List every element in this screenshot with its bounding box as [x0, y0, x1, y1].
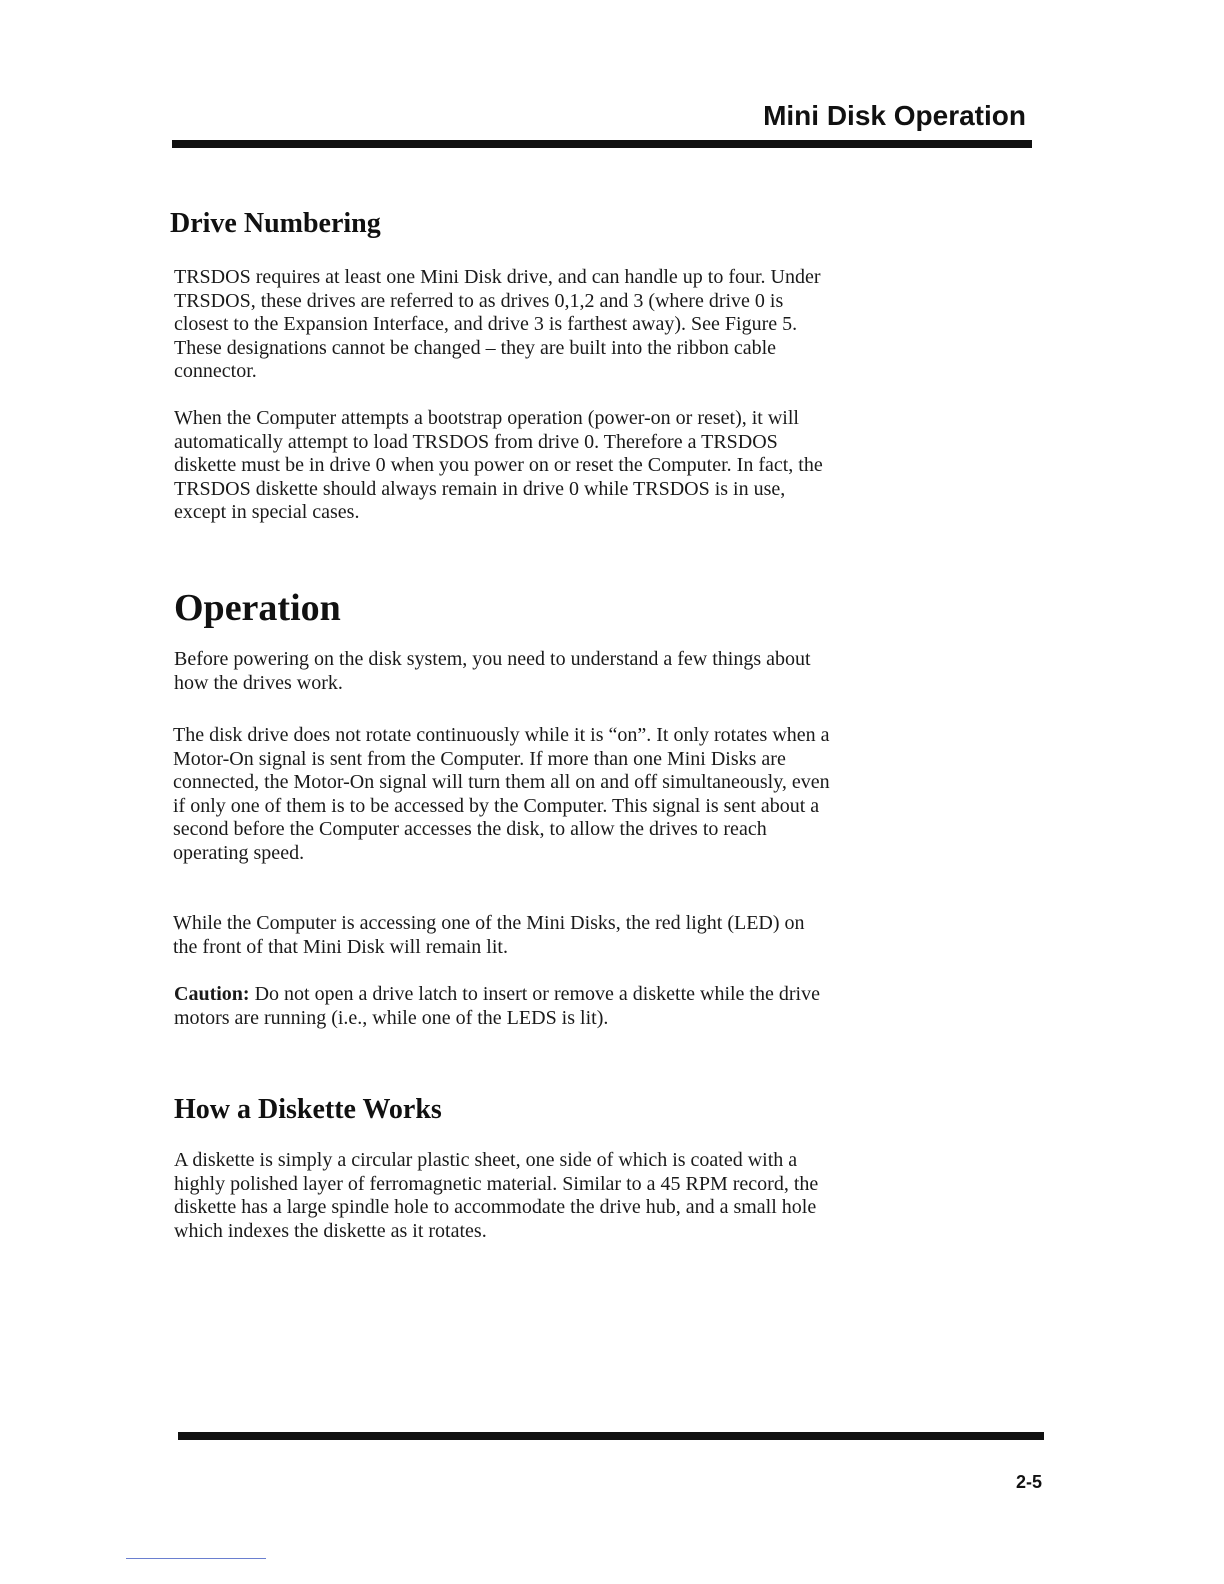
- drive-numbering-paragraph-1: TRSDOS requires at least one Mini Disk drive, and can handle up to four. Under TRSDOS, these drives are referred to as drives 0,1,2 and 3 (where drive 0 is closest to the Expansion Interface, and drive 3 is farthest away). See Figure 5. These designations cannot be changed – they are built into the ribbon cable connector.: [174, 266, 821, 383]
- drive-numbering-paragraph-2: When the Computer attempts a bootstrap operation (power-on or reset), it will automatically attempt to load TRSDOS from drive 0. Therefore a TRSDOS diskette must be in drive 0 when you power on or reset the Computer. In fact, the TRSDOS diskette should always remain in drive 0 while TRSDOS is in use, except in special cases.: [174, 407, 823, 524]
- how-diskette-works-paragraph-1: A diskette is simply a circular plastic sheet, one side of which is coated with a highly polished layer of ferromagnetic material. Similar to a 45 RPM record, the diskette has a large spindle hole to accommodate the drive hub, and a small hole which indexes the diskette as it rotates.: [174, 1149, 819, 1242]
- operation-paragraph-2: The disk drive does not rotate continuously while it is “on”. It only rotates when a Motor-On signal is sent from the Computer. If more than one Mini Disks are connected, the Motor-On signal will turn them all on and off simultaneously, even if only one of them is to be accessed by the Computer. This signal is sent about a second before the Computer accesses the disk, to allow the drives to reach operating speed.: [173, 724, 830, 864]
- operation-paragraph-3: While the Computer is accessing one of the Mini Disks, the red light (LED) on the front of that Mini Disk will remain lit.: [173, 912, 805, 958]
- heading-how-a-diskette-works: How a Diskette Works: [174, 1094, 442, 1125]
- page-number: 2-5: [1015, 1472, 1042, 1492]
- header-rule: [172, 140, 1032, 148]
- caution-label: Caution:: [174, 983, 250, 1005]
- footer-link-underline: [126, 1558, 266, 1559]
- operation-paragraph-1: Before powering on the disk system, you need to understand a few things about how the drives work.: [174, 648, 811, 694]
- caution-text: Do not open a drive latch to insert or remove a diskette while the drive motors are running (i.e., while one of the LEDS is lit).: [174, 983, 820, 1029]
- footer-rule: [178, 1432, 1044, 1440]
- heading-drive-numbering: Drive Numbering: [170, 208, 381, 239]
- page-header-title: Mini Disk Operation: [763, 100, 1026, 131]
- caution-paragraph: [174, 983, 834, 1030]
- heading-operation: Operation: [174, 587, 341, 629]
